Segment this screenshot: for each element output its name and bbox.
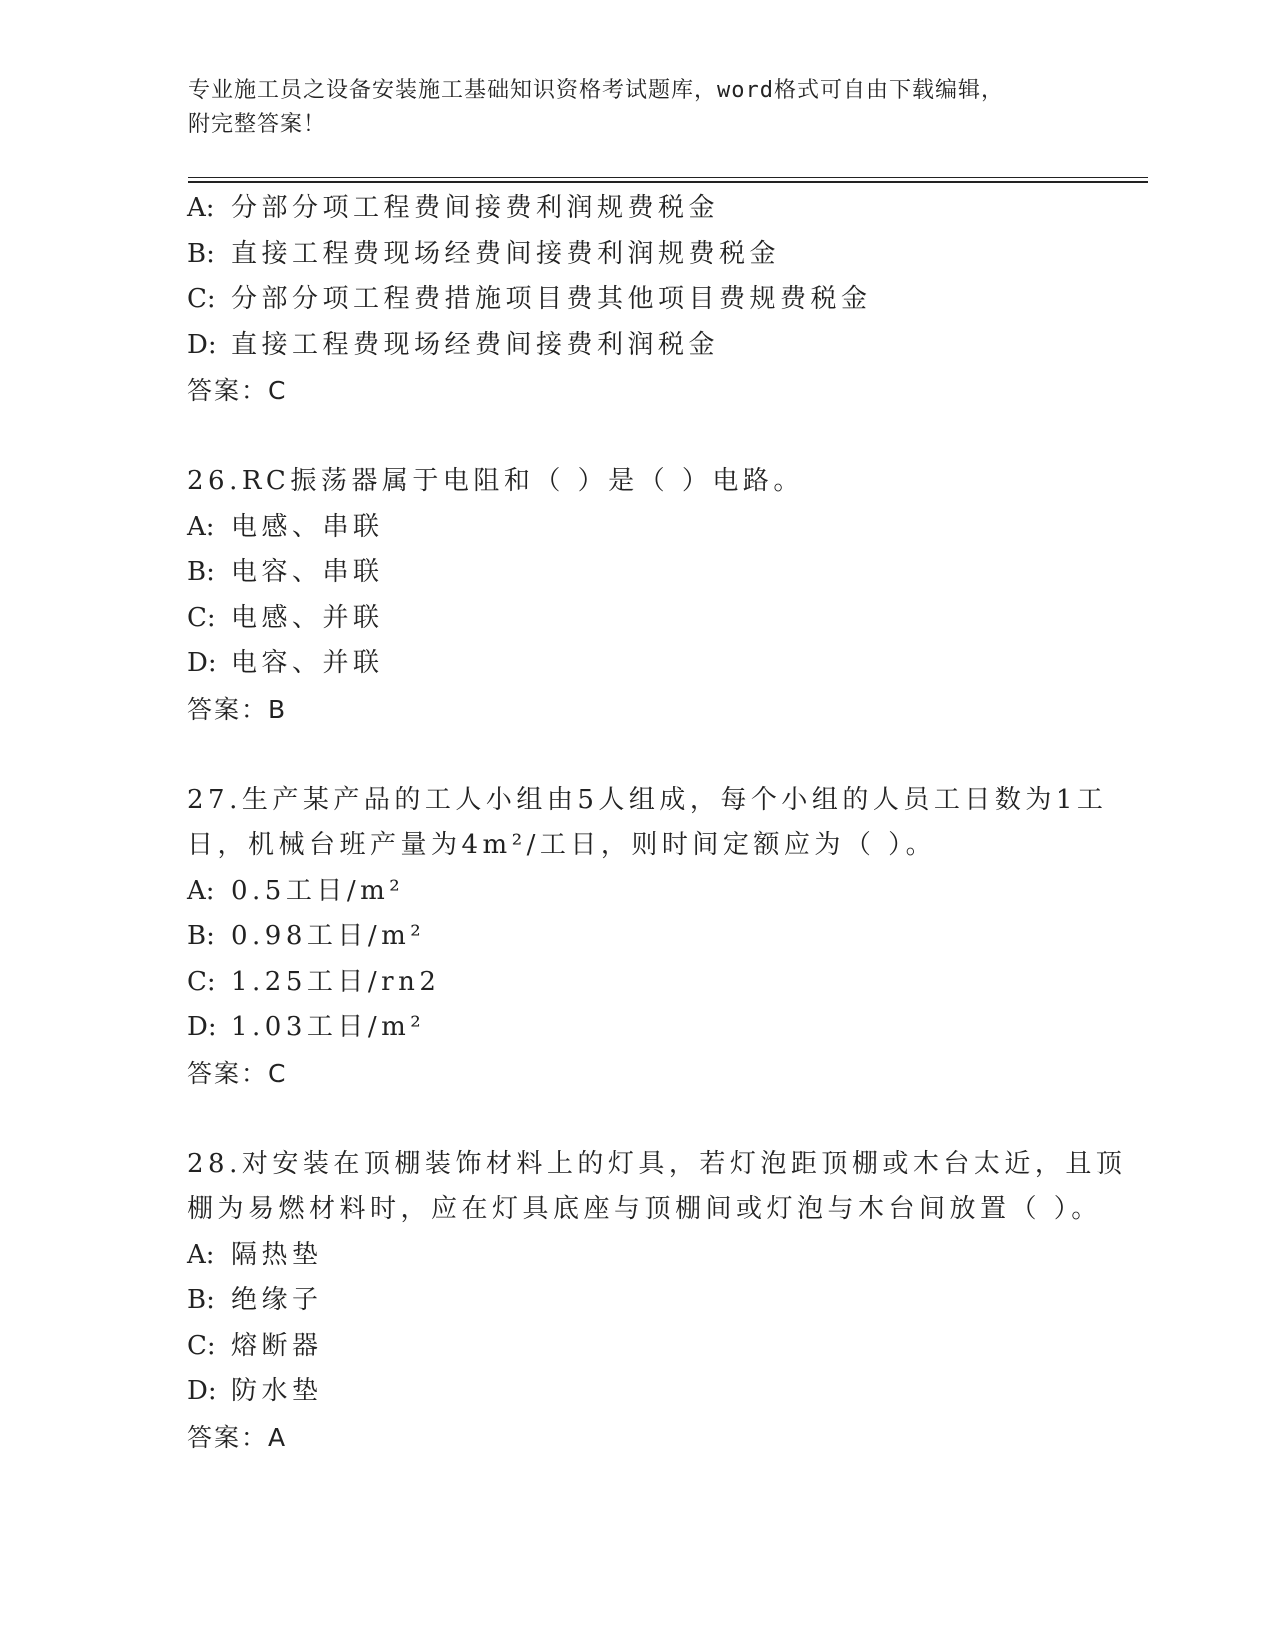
- question-stem: [187, 778, 1107, 869]
- header-line-2: 附完整答案！: [188, 112, 327, 137]
- option-letter: B:: [187, 921, 215, 951]
- answer-line: 答案：C: [187, 1058, 288, 1088]
- question-block-25: [187, 186, 1107, 414]
- question-block-28: [187, 1142, 1127, 1461]
- option-b: [187, 232, 1107, 278]
- option-letter: A:: [187, 875, 215, 906]
- option-d: [187, 323, 1107, 369]
- option-letter: C:: [187, 1330, 216, 1361]
- option-b: [187, 550, 1107, 596]
- option-letter: B:: [187, 238, 215, 269]
- option-letter: C:: [187, 602, 216, 633]
- answer-line: 答案：C: [187, 376, 288, 405]
- answer-line: 答案：A: [187, 1422, 288, 1452]
- option-c: [187, 1324, 1107, 1370]
- question-block-27: [187, 778, 1107, 1097]
- question-stem: [187, 459, 1107, 505]
- question-block-26: [187, 459, 1107, 732]
- question-list: [187, 186, 1127, 1460]
- option-letter: B:: [187, 557, 215, 587]
- option-text: 1.03工日/m²: [231, 1012, 426, 1042]
- answer-line: 答案：B: [187, 694, 288, 724]
- option-letter: A:: [187, 193, 215, 223]
- option-a: [187, 869, 1107, 915]
- option-c: [187, 277, 1107, 323]
- option-text: 电感、并联: [231, 602, 384, 633]
- option-text: 电容、并联: [231, 648, 384, 678]
- option-text: 分部分项工程费间接费利润规费税金: [231, 193, 720, 223]
- option-letter: D:: [187, 1012, 217, 1042]
- header-divider-thick: [188, 181, 1148, 183]
- option-text: 防水垫: [231, 1376, 323, 1406]
- option-a: [187, 505, 1107, 551]
- option-letter: D:: [187, 329, 217, 360]
- option-text: 隔热垫: [231, 1239, 323, 1270]
- header-divider-thin: [188, 177, 1148, 178]
- option-letter: D:: [187, 648, 217, 678]
- option-text: 0.98工日/m²: [231, 921, 426, 951]
- option-text: 熔断器: [231, 1330, 323, 1361]
- option-text: 1.25工日/rn2: [231, 966, 441, 997]
- spacer: [187, 732, 1107, 778]
- option-letter: C:: [187, 966, 216, 997]
- option-a: [187, 1233, 1107, 1279]
- spacer: [187, 1096, 1107, 1142]
- option-text: 直接工程费现场经费间接费利润规费税金: [231, 238, 781, 269]
- option-letter: C:: [187, 284, 216, 314]
- question-stem-line: 26.RC振荡器属于电阻和（ ）是（ ）电路。: [187, 466, 804, 496]
- option-b: [187, 914, 1107, 960]
- question-stem-line: 日，机械台班产量为4m²/工日，则时间定额应为（ ）。: [187, 830, 937, 860]
- option-c: [187, 596, 1107, 642]
- option-text: 电感、串联: [231, 511, 384, 542]
- option-d: [187, 1369, 1107, 1415]
- option-letter: B:: [187, 1285, 215, 1315]
- option-text: 分部分项工程费措施项目费其他项目费规费税金: [231, 284, 872, 314]
- header-line-1: 专业施工员之设备安装施工基础知识资格考试题库，word格式可自由下载编辑，: [188, 78, 1004, 103]
- option-letter: A:: [187, 511, 215, 542]
- option-b: [187, 1278, 1107, 1324]
- document-header: [188, 74, 1088, 142]
- question-stem: [187, 1142, 1127, 1233]
- option-d: [187, 1005, 1107, 1051]
- option-text: 绝缘子: [231, 1285, 323, 1315]
- option-text: 电容、串联: [231, 557, 384, 587]
- option-text: 0.5工日/m²: [231, 875, 405, 906]
- option-a: [187, 186, 1107, 232]
- question-stem-line: 棚为易燃材料时，应在灯具底座与顶棚间或灯泡与木台间放置（ ）。: [187, 1194, 1102, 1224]
- option-text: 直接工程费现场经费间接费利润税金: [231, 329, 720, 360]
- option-letter: A:: [187, 1239, 215, 1270]
- option-d: [187, 641, 1107, 687]
- question-stem-line: 27.生产某产品的工人小组由5人组成，每个小组的人员工日数为1工: [187, 784, 1108, 815]
- question-stem-line: 28.对安装在顶棚装饰材料上的灯具，若灯泡距顶棚或木台太近，且顶: [187, 1148, 1127, 1179]
- option-letter: D:: [187, 1376, 217, 1406]
- option-c: [187, 960, 1107, 1006]
- spacer: [187, 414, 1107, 460]
